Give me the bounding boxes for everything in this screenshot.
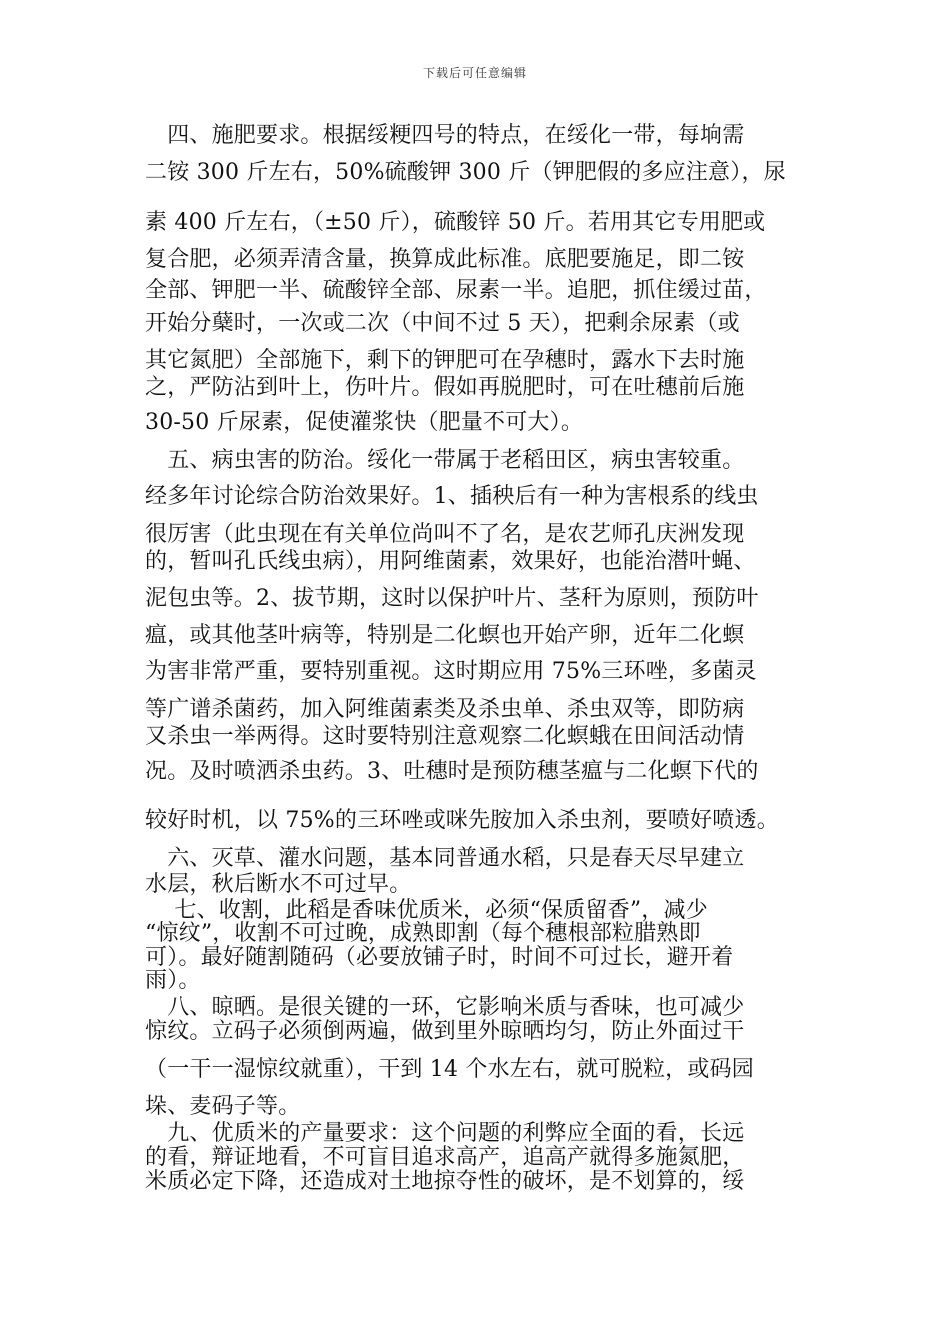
body-line: 经多年讨论综合防治效果好。1、插秧后有一种为害根系的线虫 xyxy=(145,484,759,509)
body-line: 五、病虫害的防治。绥化一带属于老稻田区，病虫害较重。 xyxy=(145,448,745,473)
body-line: 八、晾晒。是很关键的一环，它影响米质与香味，也可减少 xyxy=(145,995,745,1020)
body-line: 较好时机，以 75%的三环唑或咪先胺加入杀虫剂，要喷好喷透。 xyxy=(145,808,779,833)
page-header: 下载后可任意编辑 xyxy=(422,66,527,80)
body-line: （一干一湿惊纹就重），干到 14 个水左右，就可脱粒，或码园 xyxy=(145,1057,754,1082)
body-line: 惊纹。立码子必须倒两遍，做到里外晾晒均匀，防止外面过干 xyxy=(145,1019,745,1044)
body-line: 瘟，或其他茎叶病等，特别是二化螟也开始产卵，近年二化螟 xyxy=(145,623,745,648)
body-line: 泥包虫等。2、拔节期，这时以保护叶片、茎秆为原则，预防叶 xyxy=(145,586,759,611)
body-line: 之，严防沾到叶上，伤叶片。假如再脱肥时，可在吐穗前后施 xyxy=(145,375,745,400)
body-line: 雨）。 xyxy=(145,968,201,993)
body-line: 为害非常严重，要特别重视。这时期应用 75%三环唑，多菌灵 xyxy=(145,659,757,684)
body-line: 的，暂叫孔氏线虫病），用阿维菌素，效果好，也能治潜叶蝇、 xyxy=(145,549,756,574)
body-line: 开始分蘖时，一次或二次（中间不过 5 天），把剩余尿素（或 xyxy=(145,311,740,336)
body-line: 垛、麦码子等。 xyxy=(145,1094,301,1119)
body-line: “惊纹”，收割不可过晚，成熟即割（每个穗根部粒腊熟即 xyxy=(145,921,701,946)
body-line: 30-50 斤尿素，促使灌浆快（肥量不可大）。 xyxy=(145,410,584,435)
body-line: 七、收割，此稻是香味优质米，必须“保质留香”，减少 xyxy=(145,898,708,923)
body-line: 水层，秋后断水不可过早。 xyxy=(145,872,412,897)
body-line: 素 400 斤左右，（±50 斤），硫酸锌 50 斤。若用其它专用肥或 xyxy=(145,210,766,235)
body-line: 等广谱杀菌药，加入阿维菌素类及杀虫单、杀虫双等，即防病 xyxy=(145,697,745,722)
body-line: 很厉害（此虫现在有关单位尚叫不了名，是农艺师孔庆洲发现 xyxy=(145,522,745,547)
body-line: 米质必定下降，还造成对土地掠夺性的破坏，是不划算的，绥 xyxy=(145,1169,745,1194)
body-line: 九、优质米的产量要求：这个问题的利弊应全面的看，长远 xyxy=(145,1121,745,1146)
body-line: 可）。最好随割随码（必要放铺子时，时间不可过长，避开着 xyxy=(145,945,734,970)
body-line: 二铵 300 斤左右，50%硫酸钾 300 斤（钾肥假的多应注意），尿 xyxy=(145,160,786,185)
body-line: 又杀虫一举两得。这时要特别注意观察二化螟蛾在田间活动情 xyxy=(145,724,745,749)
body-line: 况。及时喷洒杀虫药。3、吐穗时是预防穗茎瘟与二化螟下代的 xyxy=(145,759,759,784)
body-line: 六、灭草、灌水问题，基本同普通水稻，只是春天尽早建立 xyxy=(145,846,745,871)
body-line: 的看，辩证地看，不可盲目追求高产，追高产就得多施氮肥， xyxy=(145,1145,745,1170)
body-line: 复合肥，必须弄清含量，换算成此标准。底肥要施足，即二铵 xyxy=(145,247,745,272)
body-line: 四、施肥要求。根据绥粳四号的特点，在绥化一带，每垧需 xyxy=(145,123,745,148)
body-line: 全部、钾肥一半、硫酸锌全部、尿素一半。追肥，抓住缓过苗， xyxy=(145,278,767,303)
body-line: 其它氮肥）全部施下，剩下的钾肥可在孕穗时，露水下去时施 xyxy=(145,348,745,373)
